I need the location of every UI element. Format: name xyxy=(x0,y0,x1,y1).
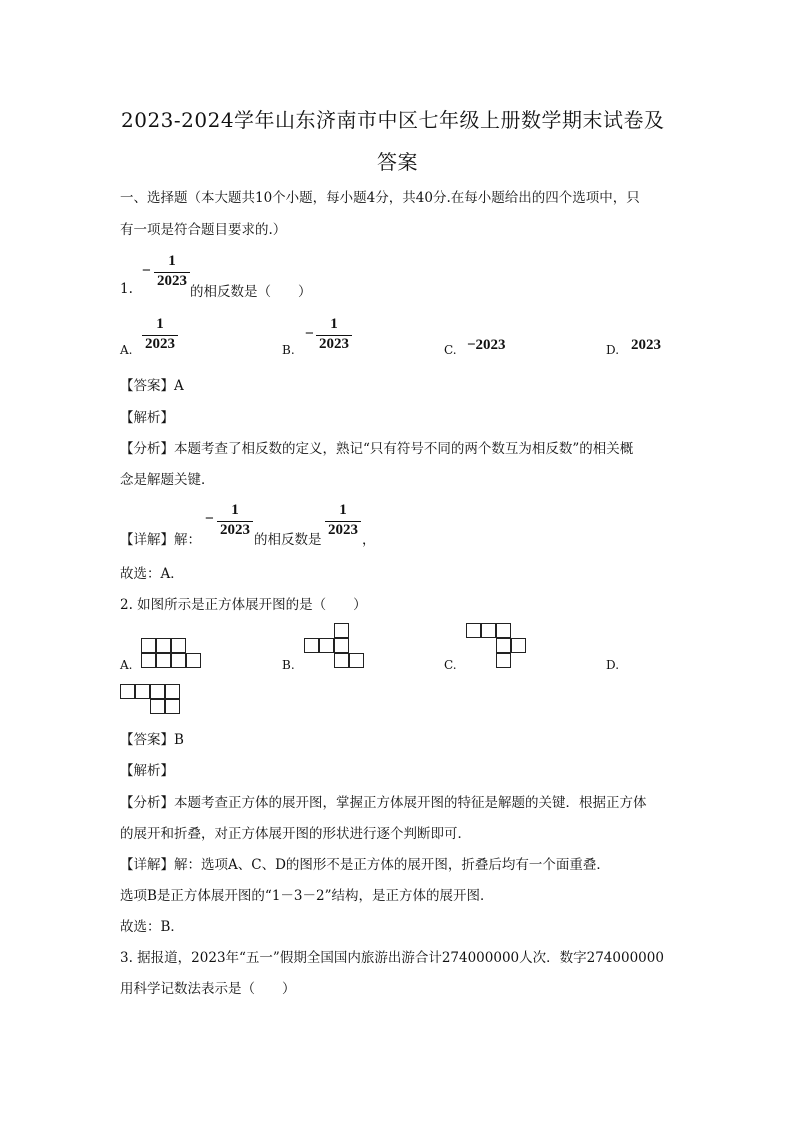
document-title-line-1: 2023-2024学年山东济南市中区七年级上册数学期末试卷及 xyxy=(121,108,665,132)
net-square xyxy=(304,638,319,653)
option-b-label: B. xyxy=(282,658,295,672)
net-square xyxy=(135,684,150,699)
fraction-denominator: 2023 xyxy=(157,273,187,289)
question-number: 1. xyxy=(120,281,133,297)
fraction-denominator: 2023 xyxy=(220,522,250,538)
minus-sign: − xyxy=(142,262,151,279)
net-square xyxy=(141,653,156,668)
net-square xyxy=(496,623,511,638)
detail-line-1: 【详解】解：选项A、C、D的图形不是正方体的展开图，折叠后均有一个面重叠． xyxy=(120,857,610,873)
option-a-label: A. xyxy=(120,343,133,357)
net-square xyxy=(165,699,180,714)
section-heading-line-1: 一、选择题（本大题共10个小题，每小题4分，共40分.在每小题给出的四个选项中，只 xyxy=(120,190,640,206)
fraction-numerator: 1 xyxy=(339,502,347,518)
net-square xyxy=(150,699,165,714)
net-square xyxy=(150,684,165,699)
net-square xyxy=(334,653,349,668)
fraction-denominator: 2023 xyxy=(319,336,349,352)
net-square xyxy=(186,653,201,668)
conclusion: 故选：A． xyxy=(120,566,184,582)
detail-suffix: ， xyxy=(362,532,376,548)
question-3-line-1: 3. 据报道，2023年“五一”假期全国国内旅游出游合计274000000人次．数字274000000 xyxy=(120,950,664,966)
option-c-label: C. xyxy=(444,658,457,672)
net-square xyxy=(481,623,496,638)
conclusion: 故选：B． xyxy=(120,919,184,935)
option-d-label: D. xyxy=(606,658,620,672)
option-d-label: D. xyxy=(606,343,620,357)
question-2-stem: 2. 如图所示是正方体展开图的是（ ） xyxy=(120,597,367,613)
net-square xyxy=(511,638,526,653)
net-square xyxy=(319,638,334,653)
net-square xyxy=(171,653,186,668)
minus-sign: − xyxy=(305,325,314,342)
net-square xyxy=(466,623,481,638)
net-square xyxy=(496,653,511,668)
fraction-numerator: 1 xyxy=(156,316,164,332)
answer-label: 【答案】A xyxy=(120,378,184,394)
section-heading-line-2: 有一项是符合题目要求的.） xyxy=(120,222,287,238)
net-square xyxy=(156,653,171,668)
option-b-label: B. xyxy=(282,343,295,357)
net-square xyxy=(165,684,180,699)
answer-label: 【答案】B xyxy=(120,732,184,748)
detail-prefix: 【详解】解： xyxy=(120,532,201,548)
analysis-line-1: 【分析】本题考查正方体的展开图，掌握正方体展开图的特征是解题的关键．根据正方体 xyxy=(120,795,647,811)
option-d-value: 2023 xyxy=(631,337,661,353)
detail-middle-text: 的相反数是 xyxy=(254,532,322,548)
analysis-heading: 【解析】 xyxy=(120,763,174,779)
net-square xyxy=(171,638,186,653)
fraction xyxy=(325,502,361,542)
analysis-line-2: 念是解题关键． xyxy=(120,472,215,488)
question-stem: 的相反数是（ ） xyxy=(190,284,312,300)
option-a-label: A. xyxy=(120,658,133,672)
net-square xyxy=(141,638,156,653)
option-a-fraction xyxy=(142,316,178,356)
fraction-denominator: 2023 xyxy=(328,522,358,538)
option-c-value: −2023 xyxy=(467,337,506,353)
detail-line-2: 选项B是正方体展开图的“1－3－2”结构，是正方体的展开图． xyxy=(120,888,494,904)
question-3-line-2: 用科学记数法表示是（ ） xyxy=(120,981,296,997)
net-square xyxy=(334,638,349,653)
net-square xyxy=(156,638,171,653)
analysis-heading: 【解析】 xyxy=(120,410,174,426)
net-square xyxy=(334,623,349,638)
fraction xyxy=(154,253,190,293)
net-square xyxy=(349,653,364,668)
fraction xyxy=(217,502,253,542)
analysis-line-1: 【分析】本题考查了相反数的定义，熟记“只有符号不同的两个数互为相反数”的相关概 xyxy=(120,441,634,457)
minus-sign: − xyxy=(205,510,214,527)
net-square xyxy=(120,684,135,699)
net-square xyxy=(496,638,511,653)
option-c-label: C. xyxy=(444,343,457,357)
document-title-line-2: 答案 xyxy=(377,150,418,174)
option-b-fraction xyxy=(316,316,352,356)
fraction-numerator: 1 xyxy=(168,253,176,269)
fraction-numerator: 1 xyxy=(330,316,338,332)
analysis-line-2: 的展开和折叠，对正方体展开图的形状进行逐个判断即可． xyxy=(120,826,471,842)
fraction-numerator: 1 xyxy=(231,502,239,518)
fraction-denominator: 2023 xyxy=(145,336,175,352)
